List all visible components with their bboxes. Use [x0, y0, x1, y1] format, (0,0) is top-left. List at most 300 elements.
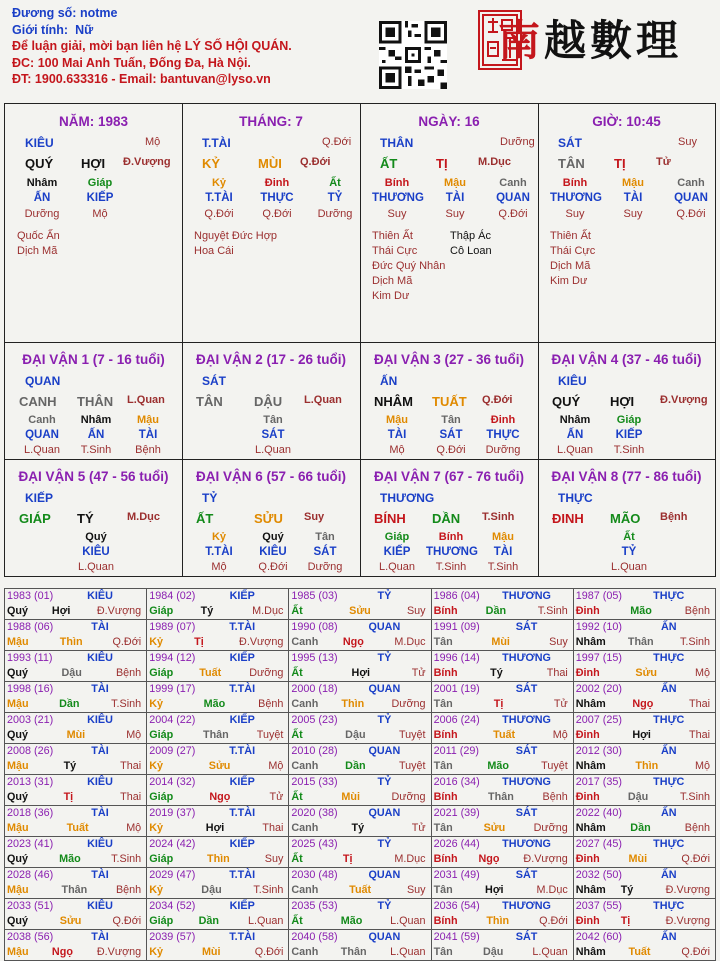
year-label: 1995 (13) — [291, 652, 338, 664]
year-god: THƯƠNG — [502, 652, 551, 664]
hidden-god: TỶ — [621, 546, 637, 558]
year-branch: Dậu — [345, 728, 366, 741]
year-state: T.Sinh — [679, 635, 710, 648]
table-row — [5, 620, 716, 651]
dai-van-god: ẤN — [380, 374, 398, 388]
year-state: Bệnh — [684, 821, 710, 834]
year-stem: Ất — [291, 728, 303, 741]
year-state: Mộ — [695, 666, 710, 679]
year-branch: Dậu — [482, 945, 504, 958]
star-item: Đức Quý Nhân — [372, 260, 446, 272]
year-branch: Mùi — [341, 790, 360, 803]
year-stem: Mậu — [7, 883, 29, 896]
year-stem: Tân — [433, 821, 453, 834]
year-god: TÀI — [91, 745, 109, 757]
year-branch: Tý — [351, 821, 365, 834]
year-branch: Thìn — [341, 697, 365, 710]
year-label: 2020 (38) — [291, 807, 338, 819]
year-branch: Dần — [345, 759, 366, 772]
year-state: Suy — [406, 883, 426, 896]
stem-god: KIÊU — [25, 136, 54, 150]
year-branch: Hợi — [205, 821, 225, 834]
year-label: 2026 (44) — [433, 838, 480, 850]
year-stem: Mậu — [7, 759, 29, 772]
year-branch: Tuất — [199, 666, 222, 679]
year-stem: Mậu — [7, 821, 29, 834]
earthly-branch: HỢI — [81, 156, 106, 171]
year-cell — [431, 744, 573, 775]
year-cell — [5, 899, 147, 930]
year-label: 2033 (51) — [7, 900, 54, 912]
year-branch: Tý — [490, 666, 503, 679]
year-god: T.TÀI — [229, 745, 256, 757]
year-state: Q.Đới — [254, 945, 284, 958]
year-stem: Giáp — [149, 852, 174, 865]
year-state: T.Sinh — [253, 883, 284, 896]
year-state: L.Quan — [532, 945, 568, 958]
year-branch: Tị — [493, 697, 504, 710]
year-stem: Ất — [291, 604, 303, 617]
year-cell — [5, 589, 147, 620]
hidden-state: Dưỡng — [307, 561, 343, 573]
stem-god: T.TÀI — [202, 136, 231, 150]
hidden-god: THƯƠNG — [550, 192, 602, 204]
year-state: Tuyệt — [398, 759, 426, 772]
year-god: THỰC — [653, 776, 685, 788]
year-state: Mộ — [695, 759, 710, 772]
year-branch: Hợi — [485, 883, 504, 896]
year-state: Tử — [553, 697, 568, 710]
year-cell — [147, 744, 289, 775]
year-branch: Tuất — [628, 945, 651, 958]
year-label: 2007 (25) — [575, 714, 622, 726]
dai-van-branch: MÃO — [610, 511, 641, 526]
stem-god-state: Q.Đới — [322, 136, 352, 148]
year-stem: Ất — [291, 790, 303, 803]
year-branch: Mão — [59, 852, 81, 865]
dai-van-3 — [360, 342, 538, 459]
table-row — [5, 806, 716, 837]
year-god: T.TÀI — [229, 869, 256, 881]
hidden-state: Mộ — [92, 208, 108, 220]
star-item: Thiên Ất — [550, 230, 591, 242]
year-cell — [147, 775, 289, 806]
hidden-stem: Ất — [623, 531, 635, 543]
year-god: TỶ — [377, 838, 392, 850]
year-stem: Quý — [7, 852, 28, 865]
dai-van-state: M.Dục — [127, 511, 160, 523]
year-label: 2039 (57) — [149, 931, 196, 943]
dai-van-stem: NHÂM — [374, 394, 413, 409]
pillar-4 — [538, 104, 715, 342]
year-state: Bệnh — [258, 697, 284, 710]
year-god: TỶ — [377, 900, 392, 912]
heavenly-stem: TÂN — [558, 156, 585, 171]
hidden-god: SÁT — [313, 546, 337, 558]
brand-title: 南越數理 — [498, 16, 683, 65]
year-god: KIÊU — [87, 838, 113, 850]
dai-van-title: ĐẠI VẬN 3 (27 - 36 tuổi) — [373, 352, 525, 367]
year-god: T.TÀI — [229, 931, 256, 943]
year-state: Suy — [549, 635, 568, 648]
year-state: Bệnh — [115, 883, 142, 896]
year-stem: Đinh — [575, 728, 600, 741]
year-god: ẤN — [660, 745, 677, 757]
year-label: 2013 (31) — [7, 776, 54, 788]
year-state: Suy — [406, 604, 426, 617]
year-label: 2019 (37) — [149, 807, 196, 819]
hidden-god: KIẾP — [615, 429, 643, 441]
year-god: ẤN — [660, 683, 677, 695]
year-state: Đ.Vượng — [523, 852, 568, 865]
year-branch: Mão — [487, 759, 509, 772]
year-cell — [573, 744, 715, 775]
hidden-god: SÁT — [439, 429, 463, 441]
dai-van-god: SÁT — [202, 374, 226, 388]
year-label: 1987 (05) — [575, 590, 622, 602]
dai-van-branch: TÝ — [77, 511, 94, 526]
stem-god-state: Dưỡng — [500, 136, 535, 148]
hidden-stem: Giáp — [87, 177, 113, 189]
star-item: Dịch Mã — [550, 260, 591, 272]
dai-van-state: Suy — [304, 511, 325, 523]
year-cell — [289, 589, 431, 620]
year-god: THƯƠNG — [502, 776, 551, 788]
year-branch: Thân — [61, 883, 88, 896]
table-row — [5, 744, 716, 775]
year-stem: Mậu — [7, 697, 29, 710]
hidden-state: Suy — [445, 208, 465, 220]
star-item: Thập Ác — [450, 230, 491, 242]
hidden-stem: Đinh — [264, 177, 290, 189]
year-state: Thai — [120, 790, 142, 803]
hidden-god: THƯƠNG — [372, 192, 424, 204]
hidden-stem: Mậu — [137, 414, 159, 426]
year-state: Dưỡng — [533, 821, 568, 834]
dai-van-god: KIẾP — [25, 491, 54, 505]
year-god: TỶ — [377, 652, 392, 664]
year-state: Thai — [688, 697, 710, 710]
year-label: 2011 (29) — [433, 745, 479, 757]
year-god: KIẾP — [229, 900, 255, 912]
hidden-stem: Canh — [677, 177, 705, 189]
hidden-god: QUAN — [496, 192, 530, 204]
year-label: 2006 (24) — [433, 714, 480, 726]
year-stem: Nhâm — [575, 883, 606, 896]
year-god: SÁT — [515, 683, 538, 695]
year-stem: Kỷ — [149, 883, 163, 896]
star-item: Hoa Cái — [194, 245, 234, 257]
hidden-stem: Tân — [315, 531, 335, 543]
year-stem: Tân — [433, 697, 453, 710]
year-stem: Ất — [291, 852, 303, 865]
year-state: Dưỡng — [249, 666, 284, 679]
hidden-stem: Quý — [85, 531, 107, 543]
year-label: 2037 (55) — [575, 900, 622, 912]
year-label: 1999 (17) — [149, 683, 196, 695]
hidden-god: T.TÀI — [205, 192, 233, 204]
year-label: 2008 (26) — [7, 745, 54, 757]
year-cell — [573, 589, 715, 620]
contact-line: Để luận giải, mời bạn liên hệ LÝ SỐ HỘI QUÁN. — [12, 39, 292, 54]
year-state: Suy — [264, 852, 284, 865]
star-item: Nguyệt Đức Hợp — [194, 230, 278, 242]
hidden-god: ẤN — [566, 429, 584, 441]
hidden-state: T.Sinh — [487, 561, 519, 573]
branch-state: Đ.Vượng — [123, 156, 171, 168]
hidden-god: KIẾP — [383, 546, 411, 558]
year-cell — [147, 837, 289, 868]
year-label: 2035 (53) — [291, 900, 338, 912]
year-stem: Nhâm — [575, 945, 606, 958]
year-label: 2042 (60) — [575, 931, 622, 943]
year-cell — [431, 806, 573, 837]
year-state: Tuyệt — [398, 728, 426, 741]
year-god: TÀI — [91, 683, 109, 695]
year-state: L.Quan — [390, 914, 426, 927]
year-state: Dưỡng — [391, 790, 426, 803]
year-state: Thai — [546, 666, 568, 679]
year-god: THỰC — [653, 838, 685, 850]
star-item: Kim Dư — [550, 275, 588, 287]
earthly-branch: MÙI — [258, 156, 282, 171]
year-stem: Ất — [291, 666, 303, 679]
hidden-stem: Giáp — [384, 531, 410, 543]
year-branch: Tý — [620, 883, 634, 896]
pillar-title: GIỜ: 10:45 — [592, 114, 661, 129]
year-branch: Sửu — [208, 759, 231, 772]
hidden-god: SÁT — [261, 429, 285, 441]
year-god: THỰC — [653, 590, 685, 602]
year-cell — [5, 651, 147, 682]
year-cell — [147, 899, 289, 930]
year-branch: Mùi — [66, 728, 86, 741]
year-branch: Thìn — [59, 635, 83, 648]
hidden-state: Mộ — [389, 444, 405, 456]
hidden-state: T.Sinh — [613, 444, 645, 456]
year-god: TỶ — [377, 714, 392, 726]
year-label: 2009 (27) — [149, 745, 196, 757]
year-branch: Tuất — [66, 821, 89, 834]
year-god: SÁT — [515, 807, 538, 819]
year-label: 2022 (40) — [575, 807, 622, 819]
table-row — [5, 930, 716, 961]
year-branch: Tị — [620, 914, 631, 927]
year-cell — [147, 868, 289, 899]
dai-van-title: ĐẠI VẬN 6 (57 - 66 tuổi) — [195, 469, 347, 484]
year-cell — [573, 775, 715, 806]
dai-van-branch: TUẤT — [432, 394, 467, 409]
dai-van-state: L.Quan — [127, 394, 165, 406]
hidden-god: KIÊU — [259, 546, 287, 558]
year-label: 1992 (10) — [575, 621, 622, 633]
year-state: M.Dục — [394, 852, 426, 865]
year-branch: Dậu — [627, 790, 649, 803]
hidden-stem: Bính — [438, 531, 464, 543]
dai-van-stem: QUÝ — [552, 394, 581, 409]
year-cell — [573, 806, 715, 837]
year-god: T.TÀI — [229, 621, 256, 633]
year-branch: Hợi — [351, 666, 371, 679]
year-label: 2021 (39) — [433, 807, 480, 819]
year-label: 2016 (34) — [433, 776, 480, 788]
hidden-stem: Mậu — [444, 177, 466, 189]
dai-van-4 — [538, 342, 715, 459]
year-state: Thai — [120, 759, 142, 772]
hidden-state: Dưỡng — [485, 444, 521, 456]
phone-email-line[interactable]: ĐT: 1900.633316 - Email: bantuvan@lyso.vn — [12, 72, 271, 87]
year-label: 1993 (11) — [7, 652, 53, 664]
year-label: 2010 (28) — [291, 745, 338, 757]
year-state: Thai — [262, 821, 284, 834]
hidden-stem: Canh — [28, 414, 56, 426]
table-row — [5, 682, 716, 713]
dai-van-stem: TÂN — [196, 394, 223, 409]
dai-van-1 — [5, 342, 182, 459]
gender-value: Nữ — [75, 22, 94, 37]
hidden-stem: Giáp — [616, 414, 642, 426]
hidden-god: ẤN — [87, 429, 105, 441]
year-cell — [573, 713, 715, 744]
hidden-state: Q.Đới — [258, 561, 288, 573]
hidden-god: KIẾP — [86, 192, 114, 204]
year-state: Tuyệt — [256, 728, 284, 741]
year-label: 2029 (47) — [149, 869, 196, 881]
year-god: THỰC — [653, 652, 685, 664]
year-branch: Tuất — [349, 883, 372, 896]
year-branch: Ngọ — [209, 790, 231, 803]
year-god: QUAN — [368, 869, 401, 881]
year-stem: Kỷ — [149, 697, 163, 710]
hidden-stem: Mậu — [386, 414, 408, 426]
year-label: 2001 (19) — [433, 683, 480, 695]
hidden-state: L.Quan — [23, 444, 61, 456]
year-god: T.TÀI — [229, 807, 256, 819]
year-god: TÀI — [91, 869, 109, 881]
year-state: T.Sinh — [537, 604, 568, 617]
year-cell — [5, 620, 147, 651]
hidden-stem: Nhâm — [26, 177, 58, 189]
hidden-god: THỰC — [486, 429, 520, 441]
year-label: 1984 (02) — [149, 590, 196, 602]
year-cell — [289, 930, 431, 961]
year-label: 2017 (35) — [575, 776, 622, 788]
hidden-state: L.Quan — [254, 444, 292, 456]
year-cell — [431, 651, 573, 682]
year-cell — [431, 930, 573, 961]
dai-van-god: KIÊU — [558, 374, 587, 388]
year-state: L.Quan — [390, 945, 426, 958]
year-state: L.Quan — [247, 914, 284, 927]
year-branch: Ngọ — [51, 945, 73, 958]
qr-code-icon — [379, 21, 447, 89]
year-stem: Quý — [7, 790, 28, 803]
year-label: 1998 (16) — [7, 683, 54, 695]
dai-van-god: TỶ — [202, 491, 218, 505]
year-branch: Mão — [340, 914, 363, 927]
year-stem: Canh — [291, 883, 319, 896]
year-god: TỶ — [377, 590, 392, 602]
year-cell — [289, 713, 431, 744]
year-state: Bệnh — [115, 666, 142, 679]
year-cell — [289, 651, 431, 682]
year-label: 2018 (36) — [7, 807, 54, 819]
year-god: TÀI — [91, 621, 109, 633]
year-stem: Đinh — [575, 852, 600, 865]
dai-van-state: Bệnh — [660, 511, 688, 523]
dai-van-state: T.Sinh — [482, 511, 515, 523]
dai-van-god: THỰC — [558, 491, 593, 505]
year-god: TÀI — [91, 931, 109, 943]
year-cell — [147, 930, 289, 961]
year-branch: Thân — [340, 945, 367, 958]
year-branch: Tị — [342, 852, 353, 865]
year-stem: Canh — [291, 759, 319, 772]
year-state: Bệnh — [542, 790, 568, 803]
year-cell — [289, 899, 431, 930]
year-label: 1988 (06) — [7, 621, 54, 633]
hidden-god: TỶ — [327, 192, 343, 204]
year-cell — [431, 775, 573, 806]
year-label: 2038 (56) — [7, 931, 54, 943]
hidden-god: ẤN — [33, 192, 51, 204]
year-branch: Thìn — [206, 852, 230, 865]
year-cell — [289, 806, 431, 837]
table-row — [5, 775, 716, 806]
name-line — [12, 6, 372, 23]
year-stem: Giáp — [149, 790, 174, 803]
year-state: Đ.Vượng — [665, 883, 710, 896]
year-branch: Mùi — [491, 635, 510, 648]
year-label: 2040 (58) — [291, 931, 338, 943]
hidden-state: Bệnh — [135, 444, 161, 456]
year-branch: Mão — [203, 697, 226, 710]
year-label: 1989 (07) — [149, 621, 196, 633]
heavenly-stem: ẤT — [380, 156, 398, 171]
dai-van-title: ĐẠI VẬN 2 (17 - 26 tuổi) — [195, 352, 347, 367]
star-item: Thái Cực — [550, 245, 596, 257]
year-stem: Đinh — [575, 666, 600, 679]
year-cell — [289, 775, 431, 806]
year-stem: Tân — [433, 759, 453, 772]
address-line: ĐC: 100 Mai Anh Tuấn, Đống Đa, Hà Nội. — [12, 55, 251, 70]
year-cell — [289, 682, 431, 713]
dai-van-stem: GIÁP — [19, 511, 51, 526]
year-state: T.Sinh — [111, 852, 142, 865]
year-cell — [147, 713, 289, 744]
year-cell — [289, 837, 431, 868]
gender-label: Giới tính: — [12, 22, 69, 37]
year-state: Mộ — [126, 821, 142, 834]
year-god: KIÊU — [87, 652, 113, 664]
stem-god: SÁT — [558, 136, 582, 150]
table-row — [5, 868, 716, 899]
year-god: THƯƠNG — [502, 900, 551, 912]
year-god: THỰC — [653, 900, 685, 912]
year-god: QUAN — [368, 683, 401, 695]
year-label: 2012 (30) — [575, 745, 622, 757]
year-cell — [5, 744, 147, 775]
year-label: 2003 (21) — [7, 714, 54, 726]
hidden-state: L.Quan — [77, 561, 115, 573]
hidden-state: L.Quan — [610, 561, 648, 573]
hidden-god: THƯƠNG — [426, 546, 478, 558]
year-stem: Bính — [433, 852, 458, 865]
year-branch: Thân — [202, 728, 229, 741]
year-god: T.TÀI — [229, 683, 256, 695]
year-label: 2004 (22) — [149, 714, 196, 726]
year-god: KIẾP — [229, 838, 255, 850]
